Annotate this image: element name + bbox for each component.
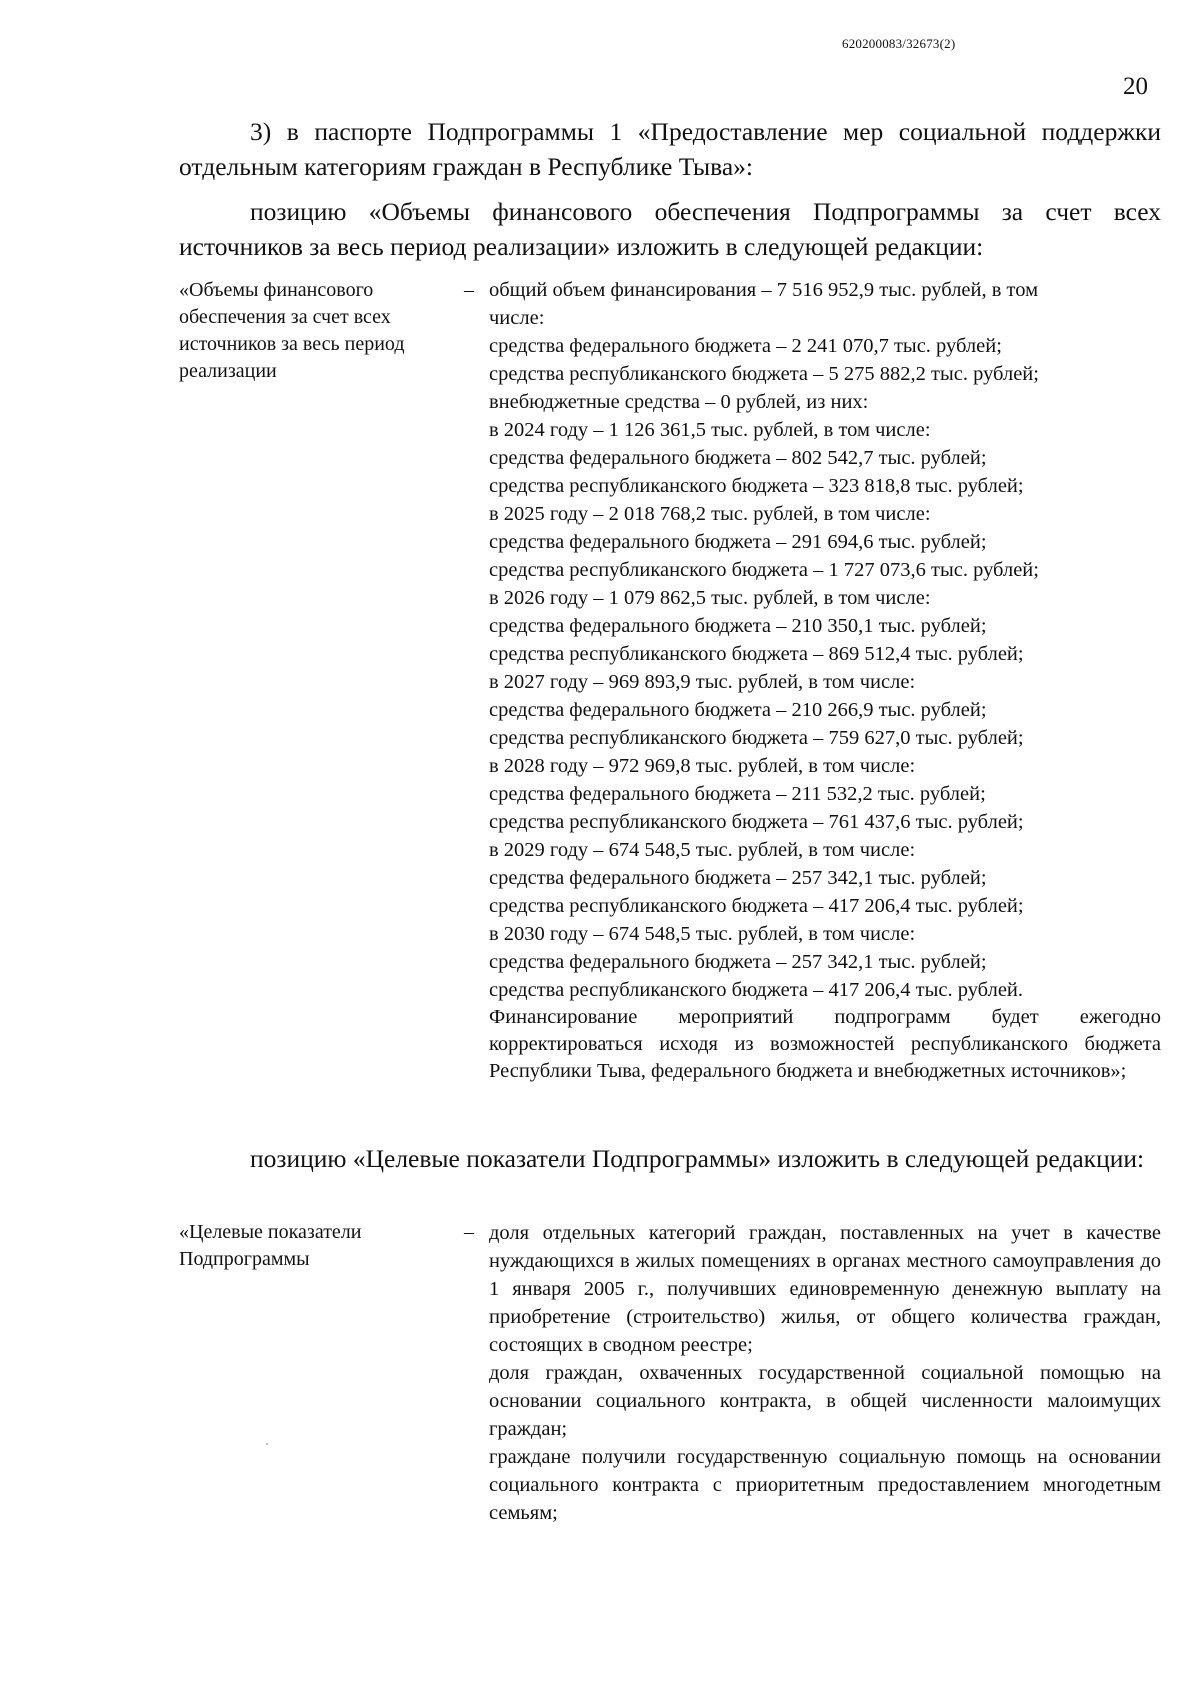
funding-line: средства федерального бюджета – 257 342,1 тыс. рублей; (489, 867, 987, 889)
funding-line: средства федерального бюджета – 257 342,1 тыс. рублей; (489, 951, 987, 973)
funding-line: средства республиканского бюджета – 5 275 882,2 тыс. рублей; (489, 363, 1039, 385)
targets-values (489, 1219, 1161, 1527)
funding-line: в 2024 году – 1 126 361,5 тыс. рублей, в том числе: (489, 419, 931, 441)
funding-line: средства федерального бюджета – 802 542,7 тыс. рублей; (489, 447, 987, 469)
funding-line: общий объем финансирования – 7 516 952,9 тыс. рублей, в том (489, 279, 1039, 301)
funding-line: средства республиканского бюджета – 417 206,4 тыс. рублей; (489, 895, 1024, 917)
funding-label: «Объемы финансового обеспечения за счет всех источников за весь период реализации (179, 279, 405, 382)
funding-line: в 2028 году – 972 969,8 тыс. рублей, в том числе: (489, 755, 916, 777)
target-item: доля отдельных категорий граждан, поставленных на учет в качестве нуждающихся в жилых помещениях в органах местного самоуправления до 1 января 2005 г., получивших единовременную денежную выплату на приобретение (строительство) жилья, от общего количества граждан, состоящих в сводном реестре; (489, 1222, 1161, 1356)
funding-line: средства федерального бюджета – 211 532,2 тыс. рублей; (489, 783, 986, 805)
targets-dash: – (464, 1221, 474, 1243)
funding-line: в 2027 году – 969 893,9 тыс. рублей, в том числе: (489, 671, 916, 693)
target-item: доля граждан, охваченных государственной социальной помощью на основании социального контракта, в общей численности малоимущих граждан; (489, 1362, 1161, 1440)
funding-line: в 2030 году – 674 548,5 тыс. рублей, в том числе: (489, 923, 916, 945)
page-number: 20 (1123, 73, 1148, 100)
funding-line: средства республиканского бюджета – 1 727 073,6 тыс. рублей; (489, 559, 1039, 581)
funding-line: средства республиканского бюджета – 761 437,6 тыс. рублей; (489, 811, 1024, 833)
document-id: 620200083/32673(2) (842, 36, 956, 51)
funding-closing: Финансирование мероприятий подпрограмм будет ежегодно корректироваться исходя из возможностей республиканского бюджета Республики Тыва, федерального бюджета и внебюджетных источников»; (489, 1006, 1161, 1082)
funding-line: средства республиканского бюджета – 417 206,4 тыс. рублей. (489, 979, 1024, 1001)
funding-line: средства республиканского бюджета – 323 818,8 тыс. рублей; (489, 475, 1024, 497)
funding-line: внебюджетные средства – 0 рублей, из них: (489, 391, 869, 413)
funding-line: средства республиканского бюджета – 759 627,0 тыс. рублей; (489, 727, 1024, 749)
funding-line: средства федерального бюджета – 210 266,9 тыс. рублей; (489, 699, 987, 721)
targets-label: «Целевые показатели Подпрограммы (179, 1221, 362, 1270)
funding-line: средства федерального бюджета – 210 350,1 тыс. рублей; (489, 615, 987, 637)
target-item: граждане получили государственную социальную помощь на основании социального контракта с приоритетным предоставлением многодетным семьям; (489, 1446, 1161, 1524)
funding-line: средства республиканского бюджета – 869 512,4 тыс. рублей; (489, 643, 1024, 665)
funding-line: числе: (489, 307, 545, 329)
funding-line: средства федерального бюджета – 291 694,6 тыс. рублей; (489, 531, 987, 553)
funding-line: средства федерального бюджета – 2 241 070,7 тыс. рублей; (489, 335, 1002, 357)
funding-dash: – (464, 279, 474, 301)
funding-line: в 2029 году – 674 548,5 тыс. рублей, в том числе: (489, 839, 916, 861)
funding-line: в 2025 году – 2 018 768,2 тыс. рублей, в том числе: (489, 503, 931, 525)
scan-speck (266, 1443, 268, 1445)
targets-intro-paragraph: позицию «Целевые показатели Подпрограммы» изложить в следующей редакции: (250, 1144, 1145, 1173)
funding-line: в 2026 году – 1 079 862,5 тыс. рублей, в том числе: (489, 587, 931, 609)
funding-values (489, 276, 1161, 1085)
intro-paragraph-2: позицию «Объемы финансового обеспечения Подпрограммы за счет всех источников за весь период реализации» изложить в следующей редакции: (179, 197, 1161, 261)
intro-paragraph-1: 3) в паспорте Подпрограммы 1 «Предоставление мер социальной поддержки отдельным категориям граждан в Республике Тыва»: (179, 117, 1161, 181)
